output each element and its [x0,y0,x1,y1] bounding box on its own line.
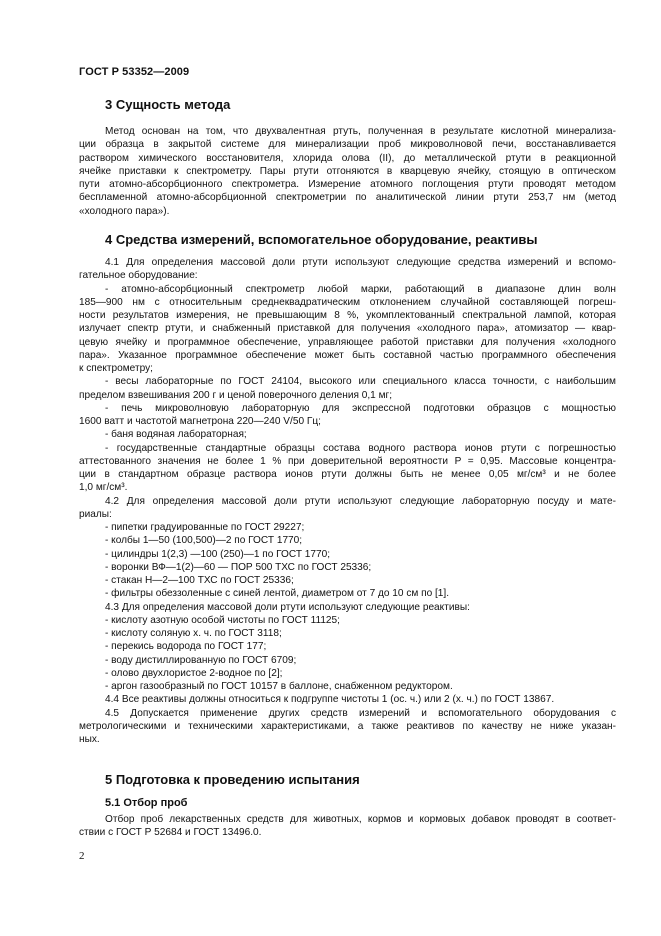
text-line: ячейке приставки к спектрометру. Пары ртути отгоняются в кварцевую ячейку, стоящую в оптическом [79,165,616,177]
list-item: - колбы 1—50 (100,500)—2 по ГОСТ 1770; [105,535,303,547]
text-line: аттестованного значения не более 1 % при доверительной вероятности P = 0,95. Массовые концентра- [79,455,616,467]
list-item: - перекись водорода по ГОСТ 177; [105,641,267,653]
section-3-heading: 3 Сущность метода [105,97,231,112]
list-item: - кислоту соляную х. ч. по ГОСТ 3118; [105,628,282,639]
standard-designation: ГОСТ Р 53352—2009 [79,66,190,78]
text-line: 4.3 Для определения массовой доли ртути используют следующие реактивы: [105,601,470,613]
text-line: ции образца в закрытой системе для минерализации проб микроволновой печи, восстанавливается [79,139,616,151]
text-line: к спектрометру; [79,363,153,374]
list-item: - баня водяная лабораторная; [105,429,247,441]
text-line: метрологическими и техническими характеристиками, а также реактивов по качеству не ниже указан- [79,720,616,732]
text-line: Метод основан на том, что двухвалентная ртуть, полученная в результате кислотной минерализа- [105,126,616,137]
text-line: 4.2 Для определения массовой доли ртути используют следующие лабораторную посуду и мате- [105,495,616,507]
text-line: 4.5 Допускается применение других средств измерений и вспомогательного оборудования с [105,707,616,719]
text-line: раствором химического восстановителя, хлорида олова (II), до металлической ртути в реакционной [79,152,616,164]
section-5-body [79,813,616,840]
text-line: 4.4 Все реактивы должны относиться к подгруппе чистоты 1 (ос. ч.) или 2 (х. ч.) по ГОСТ 13867. [105,694,555,706]
text-line: излучает спектр ртути, и снабженный приставкой для получения «холодного пара», атомизатор — квар- [79,323,616,335]
section-5-heading: 5 Подготовка к проведению испытания [105,772,360,787]
list-item: - воронки ВФ—1(2)—60 — ПОР 500 ТХС по ГОСТ 25336; [105,561,372,573]
text-line: 1,0 мг/см³. [79,482,128,494]
text-line: ствии с ГОСТ Р 52684 и ГОСТ 13496.0. [79,827,262,839]
subsection-5-1-heading: 5.1 Отбор проб [105,797,188,809]
list-item: - кислоту азотную особой чистоты по ГОСТ 11125; [105,614,340,626]
list-item: - цилиндры 1(2,3) —100 (250)—1 по ГОСТ 1770; [105,548,331,560]
text-line: 1600 ватт и частотой магнетрона 220—240 V/50 Гц; [79,416,321,427]
section-3-body [79,125,616,218]
list-item: - олово двухлористое 2-водное по [2]; [105,667,283,679]
list-item: - фильтры обеззоленные с синей лентой, диаметром от 7 до 10 см по [1]. [105,588,450,600]
section-4-heading: 4 Средства измерений, вспомогательное оборудование, реактивы [105,232,538,247]
list-item: - аргон газообразный по ГОСТ 10157 в баллоне, снабженном редуктором. [105,681,453,692]
text-line: пределом взвешивания 200 г и ценой поверочного деления 0,1 мг; [79,389,392,401]
text-line: 4.1 Для определения массовой доли ртути используют следующие средства измерений и вспомо- [105,257,616,268]
text-line: беспламенной атомно-абсорбционной спектрометрии по аналитической линии ртути 253,7 нм (метод [79,192,616,204]
list-item: - воду дистиллированную по ГОСТ 6709; [105,654,297,666]
text-line: ных. [79,734,100,745]
text-line: «холодного пара»). [79,205,170,217]
text-line: гательное оборудование: [79,270,198,282]
text-line: 185—900 нм с относительным среднеквадратическим отклонением случайной составляющей погреш- [79,296,616,308]
text-line: ности результатов измерения, не превышающим 8 %, укомплектованный спектральной лампой, которая [79,310,616,321]
text-line: цевую ячейку и программное обеспечение, управляющее работой приставки для получения «холодного [79,336,616,348]
section-4-body [79,256,616,746]
list-item: - государственные стандартные образцы состава водного раствора ионов ртути с погрешностью [105,442,616,454]
list-item: - печь микроволновую лабораторную для экспрессной подготовки образцов с мощностью [105,402,616,414]
list-item: - пипетки градуированные по ГОСТ 29227; [105,522,305,533]
list-item: - весы лабораторные по ГОСТ 24104, высокого или специального класса точности, с наибольшим [105,376,616,388]
text-line: пара». Указанное программное обеспечение может быть составной частью программного обеспечения [79,349,616,361]
text-line: ции в стандартном образце раствора ионов ртути должны быть не менее 0,05 мг/см³ и не более [79,469,616,480]
list-item: - стакан Н—2—100 ТХС по ГОСТ 25336; [105,575,294,586]
text-line: риалы: [79,508,112,520]
text-line: пути атомно-абсорбционного спектрометра. Измерение атомного поглощения ртути проводят методом [79,179,616,190]
text-line: Отбор проб лекарственных средств для животных, кормов и кормовых добавок проводят в соответ- [105,814,616,825]
page-number: 2 [79,850,85,862]
list-item: - атомно-абсорбционный спектрометр любой марки, работающий в диапазоне длин волн [105,283,616,295]
